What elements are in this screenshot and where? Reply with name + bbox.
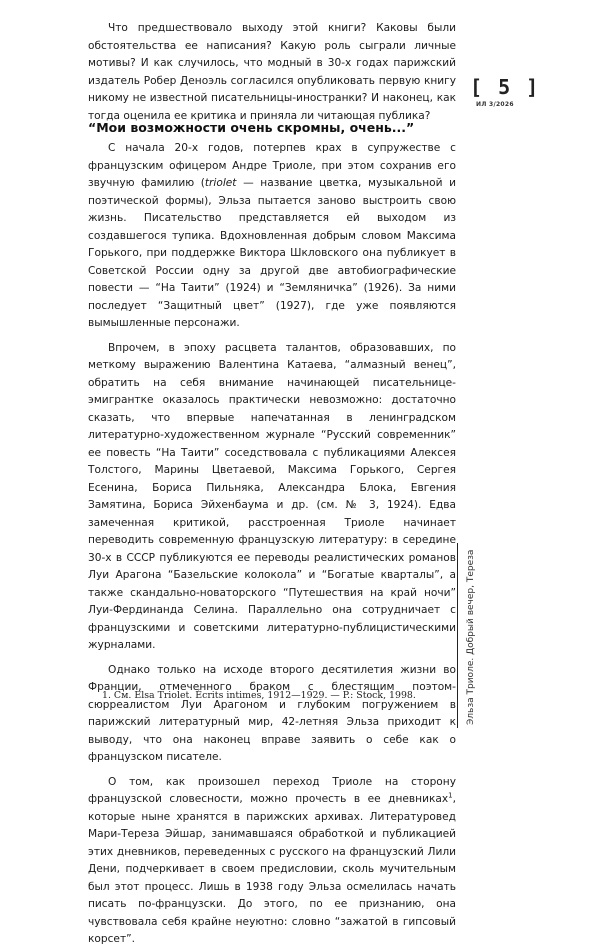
triolet-italic-word: triolet <box>204 177 237 189</box>
intro-text <box>88 20 456 126</box>
page-number: [ 5 ] <box>470 75 541 99</box>
intro-paragraph: Что предшествовало выходу этой книги? Каковы были обстоятельства ее написания? Какую роль сыграли личные мотивы? И как случилось, что модный в 30-х годах парижский издатель Робер Деноэль согласился опубликовать первую книгу никому не известной писательницы-иностранки? И наконец, как тогда оценила ее критика и приняла ли читающая публика? <box>88 22 456 122</box>
section-heading: “Мои возможности очень скромны, очень...” <box>88 120 415 135</box>
paragraph-1-text-b: — название цветка, музыкальной и поэтической формы), Эльза пытается заново выстроить свою жизнь. Писательство представляется ей выходом из создавшегося тупика. Вдохновленная добрым словом Максима Горького, при поддержке Виктора Шкловского она публикует в Советской России одну за другой две автобиографические повести — “На Таити” (1924) и “Земляничка” (1926). За ними последует “Защитный цвет” (1927), где уже появляются вымышленные персонажи. <box>88 177 456 329</box>
footnote: 1. См. Elsa Triolet. Écrits intimes, 1912—1929. — P.: Stock, 1998. <box>102 690 416 701</box>
paragraph-4-text-b: , которые ныне хранятся в парижских архивах. Литературовед Мари-Тереза Эйшар, занимавшаяся обработкой и публикацией этих дневников, переведенных с русского на французский Лили Дени, подчеркивает в своем предисловии, сколь мучительным был этот процесс. Лишь в 1938 году Эльза осмелилась начать писать по-французски. До этого, по ее признанию, она чувствовала себя крайне неуютно: словно “зажатой в гипсовый корсет”. <box>88 793 456 945</box>
paragraph-3: Однако только на исходе второго десятилетия жизни во Франции, отмеченного браком с блестящим поэтом-сюрреалистом Луи Арагоном и глубоким погружением в парижский литературный мир, 42-летняя Эльза приходит к выводу, что она наконец вправе заявить о себе как о французском писателе. <box>88 663 456 763</box>
running-head: Эльза Триоле. Добрый вечер, Тереза <box>466 549 476 725</box>
paragraph-4 <box>88 774 456 949</box>
issue-label: ИЛ 3/2026 <box>476 101 514 108</box>
paragraph-2: Впрочем, в эпоху расцвета талантов, образовавших, по меткому выражению Валентина Катаева, “алмазный венец”, обратить на себя внимание начинающей писательнице-эмигрантке оказалось практически невозможно: достаточно сказать, что впервые напечатанная в ленинградском литературно-художественном журнале “Русский современник” ее повесть “На Таити” соседствовала с публикациями Алексея Толстого, Марины Цветаевой, Максима Горького, Сергея Есенина, Бориса Пильняка, Александра Блока, Евгения Замятина, Бориса Эйхенбаума и др. (см. № 3, 1924). Едва замеченная критикой, расстроенная Триоле начинает переводить современную французскую литературу: в середине 30-х в СССР публикуются ее переводы реалистических романов Луи Арагона “Базельские колокола” и “Богатые кварталы”, а также скандально-новаторского “Путешествия на край ночи” Луи-Фердинанда Селина. Параллельно она сотрудничает с французскими и советскими литературно-публицистическими журналами. <box>88 341 456 651</box>
paragraph-4-text-a: О том, как произошел переход Триоле на сторону французской словесности, можно прочесть в ее дневниках <box>88 775 456 805</box>
section-body <box>88 140 456 949</box>
paragraph-1-text-a: С начала 20-х годов, потерпев крах в супружестве с французским офицером Андре Триоле, при этом сохранив его звучную фамилию ( <box>88 142 456 189</box>
paragraph-1 <box>88 140 456 333</box>
footnote-reference[interactable]: 1 <box>448 791 453 800</box>
